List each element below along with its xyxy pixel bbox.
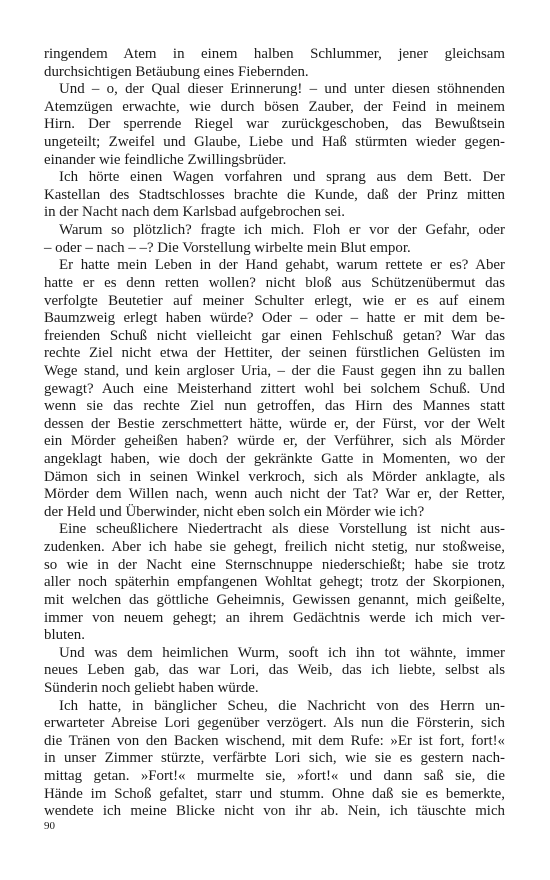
text-line: die Tränen von den Backen wischend, mit dem Rufe: »Er ist fort, fort!« [44, 732, 505, 749]
page-number: 90 [44, 820, 55, 832]
text-line: Wege stand, und kein argloser Uria, – der die Faust gegen ihn zu ballen [44, 362, 505, 379]
text-line: einander wie feindliche Zwillingsbrüder. [44, 151, 287, 168]
text-line: Sünderin noch geliebt haben würde. [44, 679, 259, 696]
text-line: Dämon sich in seinen Winkel verkroch, sich als Mörder anklagte, als [44, 468, 505, 485]
text-line: wendete ich meine Blicke nicht von ihr ab. Nein, ich täuschte mich [44, 803, 505, 820]
text-line: neues Leben gab, das war Lori, das Weib, das ich liebte, selbst als [44, 662, 505, 679]
text-line: zudenken. Aber ich habe sie gehegt, freilich nicht stetig, nur stoßweise, [44, 539, 505, 556]
text-line: bluten. [44, 627, 85, 644]
text-line: mittag getan. »Fort!« murmelte sie, »fort!« und dann saß sie, die [44, 767, 505, 784]
text-line: in der Nacht nach dem Karlsbad aufgebrochen sei. [44, 204, 345, 221]
text-line: angeklagt haben, wie doch der gekränkte Gatte in Momenten, wo der [44, 451, 505, 468]
text-line: freienden Schuß nicht vielleicht gar einen Fehlschuß getan? War das [44, 327, 505, 344]
text-line: Hirn. Der sperrende Riegel war zurückgeschoben, das Bewußtsein [44, 116, 505, 133]
text-line: ein Mörder geheißen haben? würde er, der Verführer, sich als Mörder [44, 433, 505, 450]
body-text [44, 46, 505, 821]
text-line: mit welchen das göttliche Geheimnis, Gewissen genannt, mich geißelte, [44, 591, 505, 608]
text-line: Mörder dem Willen nach, wenn auch nicht der Tat? War er, der Retter, [44, 486, 505, 503]
text-line: dessen der Bestie zerschmettert hätte, würde er, der Fürst, vor der Welt [44, 415, 505, 432]
paragraph-first-line: Eine scheußlichere Niedertracht als diese Vorstellung ist nicht aus- [59, 521, 505, 538]
text-line: aller noch späterhin empfangenen Wohltat gehegt; trotz der Skorpionen, [44, 574, 505, 591]
paragraph-first-line: Warum so plötzlich? fragte ich mich. Floh er vor der Gefahr, oder [59, 222, 505, 239]
paragraph-first-line: Und was dem heimlichen Wurm, sooft ich ihn tot wähnte, immer [59, 644, 505, 661]
text-line: erwarteter Abreise Lori gegenüber verzögert. Als nun die Försterin, sich [44, 715, 505, 732]
paragraph-first-line: Ich hatte, in bänglicher Scheu, die Nachricht von des Herrn un- [59, 697, 505, 714]
text-line: der Held und Überwinder, nicht eben solch ein Mörder wie ich? [44, 503, 425, 520]
text-line: in unser Zimmer stürzte, verfärbte Lori sich, wie sie es gestern nach- [44, 750, 505, 767]
text-line: – oder – nach – –? Die Vorstellung wirbelte mein Blut empor. [44, 239, 411, 256]
text-line: so wie in der Nacht eine Sternschnuppe niederschießt; habe sie trotz [44, 556, 505, 573]
paragraph-first-line: Und – o, der Qual dieser Erinnerung! – und unter diesen stöhnenden [59, 81, 505, 98]
text-line: immer von neuem gehegt; an ihrem Gedächtnis werde ich mich ver- [44, 609, 505, 626]
text-line: Hände im Schoß gefaltet, starr und stumm. Ohne daß sie es bemerkte, [44, 785, 505, 802]
text-line: Kastellan des Stadtschlosses brachte die Kunde, daß der Prinz mitten [44, 186, 505, 203]
text-line: Baumzweig erlegt haben würde? Oder – oder – hatte er mit dem be- [44, 310, 505, 327]
text-line: gewagt? Auch eine Meisterhand zittert wohl bei solchem Schuß. Und [44, 380, 505, 397]
text-line: ringendem Atem in einem halben Schlummer, jener gleichsam [44, 46, 505, 62]
text-line: rechte Ziel nicht etwa der Hettiter, der seinen fürstlichen Gelüsten im [44, 345, 505, 362]
paragraph-first-line: Er hatte mein Leben in der Hand gehabt, warum rettete er es? Aber [59, 257, 505, 274]
text-line: Atemzügen erwachte, wie durch bösen Zauber, der Feind in meinem [44, 98, 505, 115]
text-line: durchsichtigen Betäubung eines Fiebernden. [44, 63, 309, 80]
paragraph-first-line: Ich hörte einen Wagen vorfahren und sprang aus dem Bett. Der [59, 169, 505, 186]
text-line: ungeteilt; Zweifel und Glaube, Liebe und Haß stürmten wieder gegen- [44, 134, 505, 151]
text-line: verfolgte Beutetier auf meiner Schulter erlegt, wie er es auf einem [44, 292, 505, 309]
text-line: hatte er es denn retten wollen? nicht bloß aus Schützenübermut das [44, 274, 505, 291]
text-line: wenn sie das rechte Ziel nun getroffen, das Hirn des Mannes statt [44, 398, 505, 415]
